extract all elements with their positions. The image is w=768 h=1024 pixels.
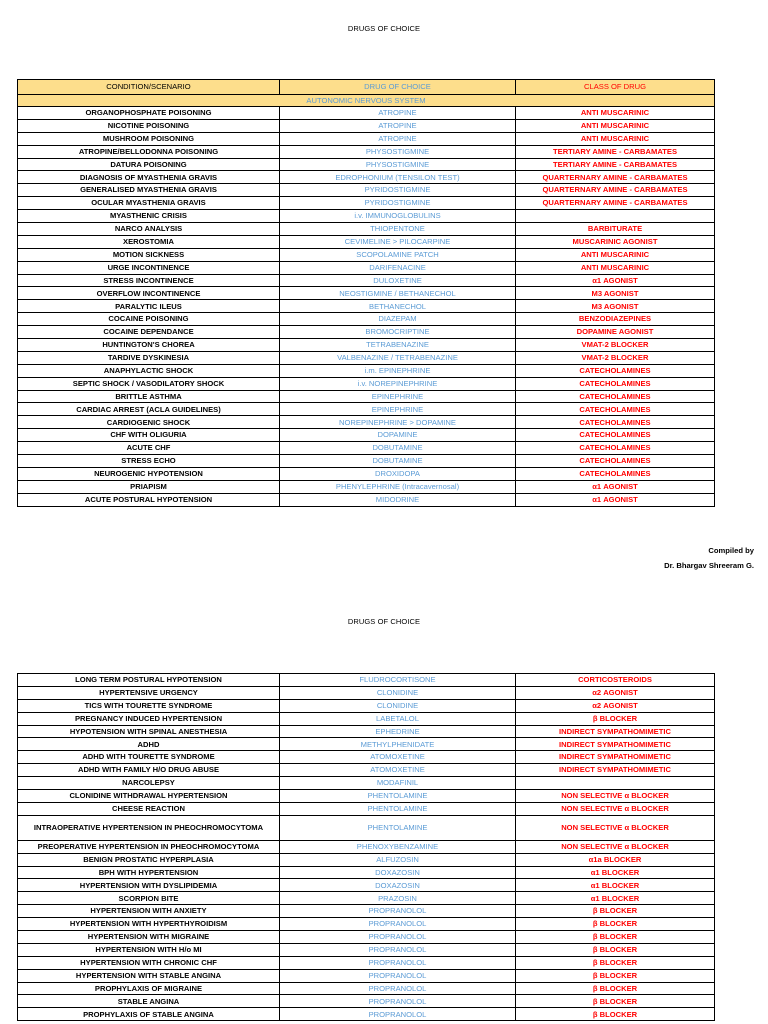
class-cell: TERTIARY AMINE - CARBAMATES xyxy=(516,145,715,158)
drug-cell: EPHEDRINE xyxy=(280,725,516,738)
drug-cell: LABETALOL xyxy=(280,712,516,725)
class-cell: QUARTERNARY AMINE - CARBAMATES xyxy=(516,184,715,197)
table-row xyxy=(18,931,715,944)
drug-cell: ATOMOXETINE xyxy=(280,751,516,764)
table-row xyxy=(18,184,715,197)
drug-cell: MODAFINIL xyxy=(280,777,516,790)
section-title: AUTONOMIC NERVOUS SYSTEM xyxy=(18,95,715,107)
drug-cell: DOXAZOSIN xyxy=(280,879,516,892)
table-row xyxy=(18,699,715,712)
table-row xyxy=(18,442,715,455)
class-cell: NON SELECTIVE α BLOCKER xyxy=(516,802,715,815)
class-cell: α1 BLOCKER xyxy=(516,879,715,892)
table-row xyxy=(18,751,715,764)
class-cell: NON SELECTIVE α BLOCKER xyxy=(516,790,715,803)
condition-cell: MOTION SICKNESS xyxy=(18,248,280,261)
table-row xyxy=(18,313,715,326)
drug-cell: PROPRANOLOL xyxy=(280,905,516,918)
table-row xyxy=(18,429,715,442)
class-cell: CATECHOLAMINES xyxy=(516,364,715,377)
condition-cell: CHEESE REACTION xyxy=(18,802,280,815)
condition-cell: GENERALISED MYASTHENIA GRAVIS xyxy=(18,184,280,197)
drug-cell: VALBENAZINE / TETRABENAZINE xyxy=(280,351,516,364)
drug-cell: PROPRANOLOL xyxy=(280,982,516,995)
table-row xyxy=(18,982,715,995)
table-row xyxy=(18,802,715,815)
table-row xyxy=(18,377,715,390)
table-row xyxy=(18,879,715,892)
table-row xyxy=(18,725,715,738)
class-cell: DOPAMINE AGONIST xyxy=(516,326,715,339)
table-body xyxy=(18,107,715,507)
table-row xyxy=(18,171,715,184)
class-cell: MUSCARINIC AGONIST xyxy=(516,235,715,248)
table-row xyxy=(18,287,715,300)
class-cell: α2 AGONIST xyxy=(516,699,715,712)
condition-cell: NARCO ANALYSIS xyxy=(18,223,280,236)
class-cell: NON SELECTIVE α BLOCKER xyxy=(516,815,715,840)
condition-cell: HYPERTENSION WITH MIGRAINE xyxy=(18,931,280,944)
condition-cell: SEPTIC SHOCK / VASODILATORY SHOCK xyxy=(18,377,280,390)
class-cell: CORTICOSTEROIDS xyxy=(516,674,715,687)
table-row xyxy=(18,969,715,982)
class-cell: INDIRECT SYMPATHOMIMETIC xyxy=(516,764,715,777)
table-row xyxy=(18,235,715,248)
table-row xyxy=(18,712,715,725)
class-cell: ANTI MUSCARINIC xyxy=(516,261,715,274)
credit-label: Compiled by xyxy=(708,546,754,555)
drug-cell: BETHANECHOL xyxy=(280,300,516,313)
class-cell: BENZODIAZEPINES xyxy=(516,313,715,326)
drug-cell: PHENTOLAMINE xyxy=(280,790,516,803)
class-cell: β BLOCKER xyxy=(516,969,715,982)
condition-cell: PREOPERATIVE HYPERTENSION IN PHEOCHROMOCYTOMA xyxy=(18,840,280,853)
condition-cell: ACUTE POSTURAL HYPOTENSION xyxy=(18,493,280,506)
table-row xyxy=(18,107,715,120)
column-header-drug: DRUG OF CHOICE xyxy=(280,80,516,95)
table-row xyxy=(18,738,715,751)
condition-cell: CARDIAC ARREST (ACLA GUIDELINES) xyxy=(18,403,280,416)
drug-cell: PRAZOSIN xyxy=(280,892,516,905)
table-row xyxy=(18,455,715,468)
condition-cell: PARALYTIC ILEUS xyxy=(18,300,280,313)
condition-cell: MUSHROOM POISONING xyxy=(18,132,280,145)
condition-cell: ANAPHYLACTIC SHOCK xyxy=(18,364,280,377)
class-cell: β BLOCKER xyxy=(516,918,715,931)
drug-cell: PHYSOSTIGMINE xyxy=(280,145,516,158)
class-cell xyxy=(516,777,715,790)
drug-cell: DULOXETINE xyxy=(280,274,516,287)
table-row xyxy=(18,853,715,866)
section-row xyxy=(18,95,715,107)
condition-cell: CLONIDINE WITHDRAWAL HYPERTENSION xyxy=(18,790,280,803)
class-cell: CATECHOLAMINES xyxy=(516,403,715,416)
table-row xyxy=(18,145,715,158)
drug-cell: PROPRANOLOL xyxy=(280,918,516,931)
class-cell: α1 BLOCKER xyxy=(516,866,715,879)
condition-cell: ADHD WITH TOURETTE SYNDROME xyxy=(18,751,280,764)
table-row xyxy=(18,815,715,840)
class-cell: INDIRECT SYMPATHOMIMETIC xyxy=(516,751,715,764)
condition-cell: HYPERTENSION WITH HYPERTHYROIDISM xyxy=(18,918,280,931)
drug-cell: EPINEPHRINE xyxy=(280,403,516,416)
class-cell: M3 AGONIST xyxy=(516,287,715,300)
class-cell: CATECHOLAMINES xyxy=(516,416,715,429)
drug-cell: FLUDROCORTISONE xyxy=(280,674,516,687)
class-cell: CATECHOLAMINES xyxy=(516,377,715,390)
condition-cell: PRIAPISM xyxy=(18,480,280,493)
class-cell: CATECHOLAMINES xyxy=(516,429,715,442)
table-row xyxy=(18,1008,715,1021)
class-cell: NON SELECTIVE α BLOCKER xyxy=(516,840,715,853)
drug-cell: PROPRANOLOL xyxy=(280,1008,516,1021)
table-row xyxy=(18,956,715,969)
condition-cell: ORGANOPHOSPHATE POISONING xyxy=(18,107,280,120)
drug-cell: THIOPENTONE xyxy=(280,223,516,236)
table-row xyxy=(18,674,715,687)
condition-cell: OCULAR MYASTHENIA GRAVIS xyxy=(18,197,280,210)
drug-cell: DARIFENACINE xyxy=(280,261,516,274)
class-cell: BARBITURATE xyxy=(516,223,715,236)
page-title: DRUGS OF CHOICE xyxy=(347,24,421,33)
drug-cell: ATOMOXETINE xyxy=(280,764,516,777)
class-cell: M3 AGONIST xyxy=(516,300,715,313)
condition-cell: DIAGNOSIS OF MYASTHENIA GRAVIS xyxy=(18,171,280,184)
class-cell: ANTI MUSCARINIC xyxy=(516,107,715,120)
table-row xyxy=(18,300,715,313)
condition-cell: TICS WITH TOURETTE SYNDROME xyxy=(18,699,280,712)
drug-cell: NOREPINEPHRINE > DOPAMINE xyxy=(280,416,516,429)
drug-cell: ATROPINE xyxy=(280,119,516,132)
drug-cell: PROPRANOLOL xyxy=(280,956,516,969)
table-row xyxy=(18,274,715,287)
condition-cell: DATURA POISONING xyxy=(18,158,280,171)
condition-cell: HYPERTENSION WITH H/o MI xyxy=(18,943,280,956)
table-row xyxy=(18,892,715,905)
class-cell: ANTI MUSCARINIC xyxy=(516,248,715,261)
drug-cell: PHYSOSTIGMINE xyxy=(280,158,516,171)
class-cell: β BLOCKER xyxy=(516,1008,715,1021)
drug-cell: NEOSTIGMINE / BETHANECHOL xyxy=(280,287,516,300)
table-row xyxy=(18,764,715,777)
condition-cell: ACUTE CHF xyxy=(18,442,280,455)
table-row xyxy=(18,943,715,956)
class-cell: CATECHOLAMINES xyxy=(516,390,715,403)
table-row xyxy=(18,467,715,480)
class-cell: ANTI MUSCARINIC xyxy=(516,119,715,132)
column-header-class: CLASS OF DRUG xyxy=(516,80,715,95)
condition-cell: ATROPINE/BELLODONNA POISONING xyxy=(18,145,280,158)
condition-cell: OVERFLOW INCONTINENCE xyxy=(18,287,280,300)
drug-cell: DOBUTAMINE xyxy=(280,455,516,468)
condition-cell: HUNTINGTON'S CHOREA xyxy=(18,339,280,352)
class-cell: β BLOCKER xyxy=(516,956,715,969)
drug-cell: PYRIDOSTIGMINE xyxy=(280,184,516,197)
drug-cell: EDROPHONIUM (TENSILON TEST) xyxy=(280,171,516,184)
table-row xyxy=(18,364,715,377)
drug-cell: i.v. NOREPINEPHRINE xyxy=(280,377,516,390)
condition-cell: HYPERTENSION WITH DYSLIPIDEMIA xyxy=(18,879,280,892)
table-row xyxy=(18,866,715,879)
table-row xyxy=(18,119,715,132)
table-row xyxy=(18,480,715,493)
class-cell: α2 AGONIST xyxy=(516,686,715,699)
class-cell: β BLOCKER xyxy=(516,982,715,995)
class-cell: CATECHOLAMINES xyxy=(516,467,715,480)
class-cell: α1 BLOCKER xyxy=(516,892,715,905)
table-row xyxy=(18,248,715,261)
class-cell: TERTIARY AMINE - CARBAMATES xyxy=(516,158,715,171)
condition-cell: INTRAOPERATIVE HYPERTENSION IN PHEOCHROMOCYTOMA xyxy=(18,815,280,840)
drug-cell: i.m. EPINEPHRINE xyxy=(280,364,516,377)
condition-cell: NICOTINE POISONING xyxy=(18,119,280,132)
class-cell xyxy=(516,210,715,223)
drug-cell: CLONIDINE xyxy=(280,686,516,699)
table-row xyxy=(18,210,715,223)
drug-cell: DOPAMINE xyxy=(280,429,516,442)
table-row xyxy=(18,351,715,364)
table-row xyxy=(18,158,715,171)
class-cell: β BLOCKER xyxy=(516,905,715,918)
drug-cell: PHENTOLAMINE xyxy=(280,815,516,840)
condition-cell: COCAINE POISONING xyxy=(18,313,280,326)
condition-cell: STABLE ANGINA xyxy=(18,995,280,1008)
drug-cell: MIDODRINE xyxy=(280,493,516,506)
drug-cell: ATROPINE xyxy=(280,132,516,145)
drug-cell: CEVIMELINE > PILOCARPINE xyxy=(280,235,516,248)
drug-cell: PHENYLEPHRINE (Intracavernosal) xyxy=(280,480,516,493)
condition-cell: HYPERTENSION WITH ANXIETY xyxy=(18,905,280,918)
table-row xyxy=(18,403,715,416)
table-row xyxy=(18,840,715,853)
condition-cell: HYPERTENSION WITH CHRONIC CHF xyxy=(18,956,280,969)
class-cell: CATECHOLAMINES xyxy=(516,442,715,455)
class-cell: β BLOCKER xyxy=(516,931,715,944)
drug-cell: TETRABENAZINE xyxy=(280,339,516,352)
condition-cell: PROPHYLAXIS OF STABLE ANGINA xyxy=(18,1008,280,1021)
condition-cell: BENIGN PROSTATIC HYPERPLASIA xyxy=(18,853,280,866)
drug-cell: DOXAZOSIN xyxy=(280,866,516,879)
drug-cell: PHENTOLAMINE xyxy=(280,802,516,815)
drug-cell: i.v. IMMUNOGLOBULINS xyxy=(280,210,516,223)
drug-table-continued xyxy=(17,673,715,1021)
condition-cell: STRESS ECHO xyxy=(18,455,280,468)
condition-cell: ADHD WITH FAMILY H/O DRUG ABUSE xyxy=(18,764,280,777)
table-row xyxy=(18,197,715,210)
drug-cell: PHENOXYBENZAMINE xyxy=(280,840,516,853)
drug-cell: ATROPINE xyxy=(280,107,516,120)
table-row xyxy=(18,905,715,918)
drug-cell: CLONIDINE xyxy=(280,699,516,712)
class-cell: QUARTERNARY AMINE - CARBAMATES xyxy=(516,197,715,210)
drug-cell: ALFUZOSIN xyxy=(280,853,516,866)
condition-cell: BPH WITH HYPERTENSION xyxy=(18,866,280,879)
class-cell: β BLOCKER xyxy=(516,995,715,1008)
condition-cell: LONG TERM POSTURAL HYPOTENSION xyxy=(18,674,280,687)
condition-cell: HYPERTENSIVE URGENCY xyxy=(18,686,280,699)
condition-cell: NARCOLEPSY xyxy=(18,777,280,790)
table-row xyxy=(18,686,715,699)
class-cell: α1 AGONIST xyxy=(516,493,715,506)
class-cell: QUARTERNARY AMINE - CARBAMATES xyxy=(516,171,715,184)
condition-cell: COCAINE DEPENDANCE xyxy=(18,326,280,339)
drug-cell: DIAZEPAM xyxy=(280,313,516,326)
credit-author: Dr. Bhargav Shreeram G. xyxy=(664,561,754,570)
condition-cell: PREGNANCY INDUCED HYPERTENSION xyxy=(18,712,280,725)
condition-cell: BRITTLE ASTHMA xyxy=(18,390,280,403)
drug-cell: METHYLPHENIDATE xyxy=(280,738,516,751)
table-body xyxy=(18,674,715,1021)
table-row xyxy=(18,493,715,506)
table-row xyxy=(18,390,715,403)
condition-cell: HYPOTENSION WITH SPINAL ANESTHESIA xyxy=(18,725,280,738)
class-cell: CATECHOLAMINES xyxy=(516,455,715,468)
class-cell: INDIRECT SYMPATHOMIMETIC xyxy=(516,725,715,738)
drug-cell: DOBUTAMINE xyxy=(280,442,516,455)
table-row xyxy=(18,416,715,429)
class-cell: INDIRECT SYMPATHOMIMETIC xyxy=(516,738,715,751)
condition-cell: TARDIVE DYSKINESIA xyxy=(18,351,280,364)
drug-cell: PROPRANOLOL xyxy=(280,995,516,1008)
class-cell: β BLOCKER xyxy=(516,712,715,725)
class-cell: α1 AGONIST xyxy=(516,480,715,493)
table-row xyxy=(18,339,715,352)
drug-cell: PROPRANOLOL xyxy=(280,931,516,944)
condition-cell: XEROSTOMIA xyxy=(18,235,280,248)
condition-cell: SCORPION BITE xyxy=(18,892,280,905)
table-row xyxy=(18,132,715,145)
table-row xyxy=(18,261,715,274)
condition-cell: STRESS INCONTINENCE xyxy=(18,274,280,287)
condition-cell: HYPERTENSION WITH STABLE ANGINA xyxy=(18,969,280,982)
condition-cell: CHF WITH OLIGURIA xyxy=(18,429,280,442)
class-cell: β BLOCKER xyxy=(516,943,715,956)
condition-cell: ADHD xyxy=(18,738,280,751)
page-title-2: DRUGS OF CHOICE xyxy=(347,617,421,626)
table-row xyxy=(18,790,715,803)
column-header-condition: CONDITION/SCENARIO xyxy=(18,80,280,95)
table-row xyxy=(18,326,715,339)
condition-cell: MYASTHENIC CRISIS xyxy=(18,210,280,223)
table-row xyxy=(18,995,715,1008)
class-cell: ANTI MUSCARINIC xyxy=(516,132,715,145)
condition-cell: PROPHYLAXIS OF MIGRAINE xyxy=(18,982,280,995)
drug-table-autonomic xyxy=(17,79,715,507)
drug-cell: BROMOCRIPTINE xyxy=(280,326,516,339)
class-cell: VMAT-2 BLOCKER xyxy=(516,339,715,352)
drug-cell: DROXIDOPA xyxy=(280,467,516,480)
table-row xyxy=(18,223,715,236)
credit-block xyxy=(664,543,754,573)
condition-cell: CARDIOGENIC SHOCK xyxy=(18,416,280,429)
drug-cell: PROPRANOLOL xyxy=(280,943,516,956)
drug-cell: SCOPOLAMINE PATCH xyxy=(280,248,516,261)
drug-cell: PYRIDOSTIGMINE xyxy=(280,197,516,210)
class-cell: α1 AGONIST xyxy=(516,274,715,287)
condition-cell: URGE INCONTINENCE xyxy=(18,261,280,274)
class-cell: α1a BLOCKER xyxy=(516,853,715,866)
table-header-row xyxy=(18,80,715,95)
class-cell: VMAT-2 BLOCKER xyxy=(516,351,715,364)
drug-cell: EPINEPHRINE xyxy=(280,390,516,403)
table-row xyxy=(18,918,715,931)
table-row xyxy=(18,777,715,790)
drug-cell: PROPRANOLOL xyxy=(280,969,516,982)
condition-cell: NEUROGENIC HYPOTENSION xyxy=(18,467,280,480)
